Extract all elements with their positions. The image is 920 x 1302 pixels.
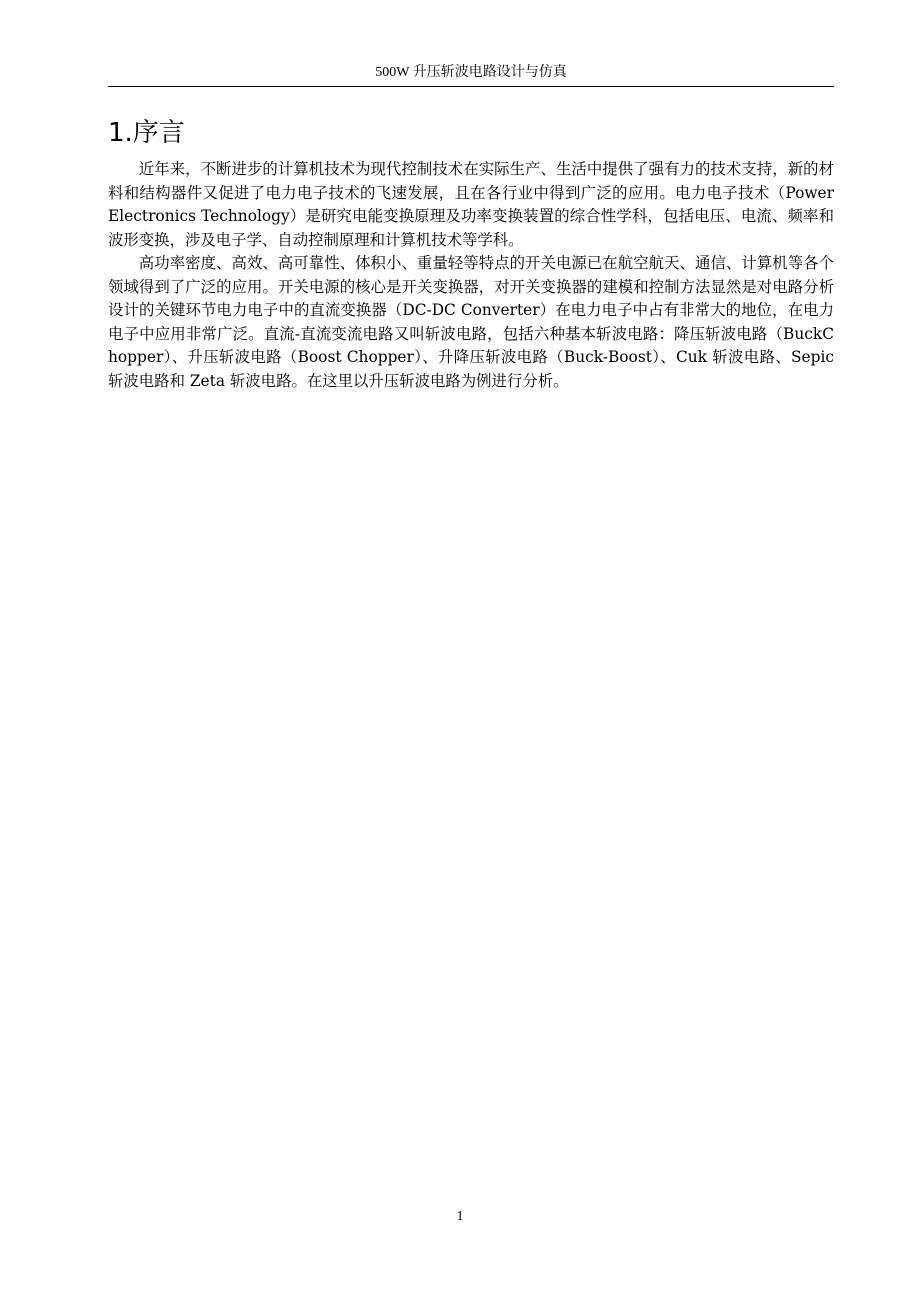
section-title: 1.序言 [108, 118, 185, 148]
paragraph-switching-power: 高功率密度、高效、高可靠性、体积小、重量轻等特点的开关电源已在航空航天、通信、计算机等各个领域得到了广泛的应用。开关电源的核心是开关变换器，对开关变换器的建模和控制方法显然是对电路分析设计的关键环节电力电子中的直流变换器（DC-DC Converter）在电力电子中占有非常大的地位，在电力电子中应用非常广泛。直流-直流变流电路又叫斩波电路，包括六种基本斩波电路：降压斩波电路（BuckChopper）、升压斩波电路（Boost Chopper）、升降压斩波电路（Buck-Boost）、Cuk 斩波电路、Sepic 斩波电路和 Zeta 斩波电路。在这里以升压斩波电路为例进行分析。 [108, 254, 834, 390]
running-header: 500W 升压斩波电路设计与仿真 [375, 65, 567, 80]
paragraph-intro: 近年来，不断进步的计算机技术为现代控制技术在实际生产、生活中提供了强有力的技术支持，新的材料和结构器件又促进了电力电子技术的飞速发展，且在各行业中得到广泛的应用。电力电子技术（Power Electronics Technology）是研究电能变换原理及功率变换装置的综合性学科，包括电压、电流、频率和波形变换，涉及电子学、自动控制原理和计算机技术等学科。 [108, 160, 834, 249]
header-divider [108, 86, 834, 87]
page-number: 1 [456, 1209, 464, 1224]
section-body [108, 158, 834, 393]
